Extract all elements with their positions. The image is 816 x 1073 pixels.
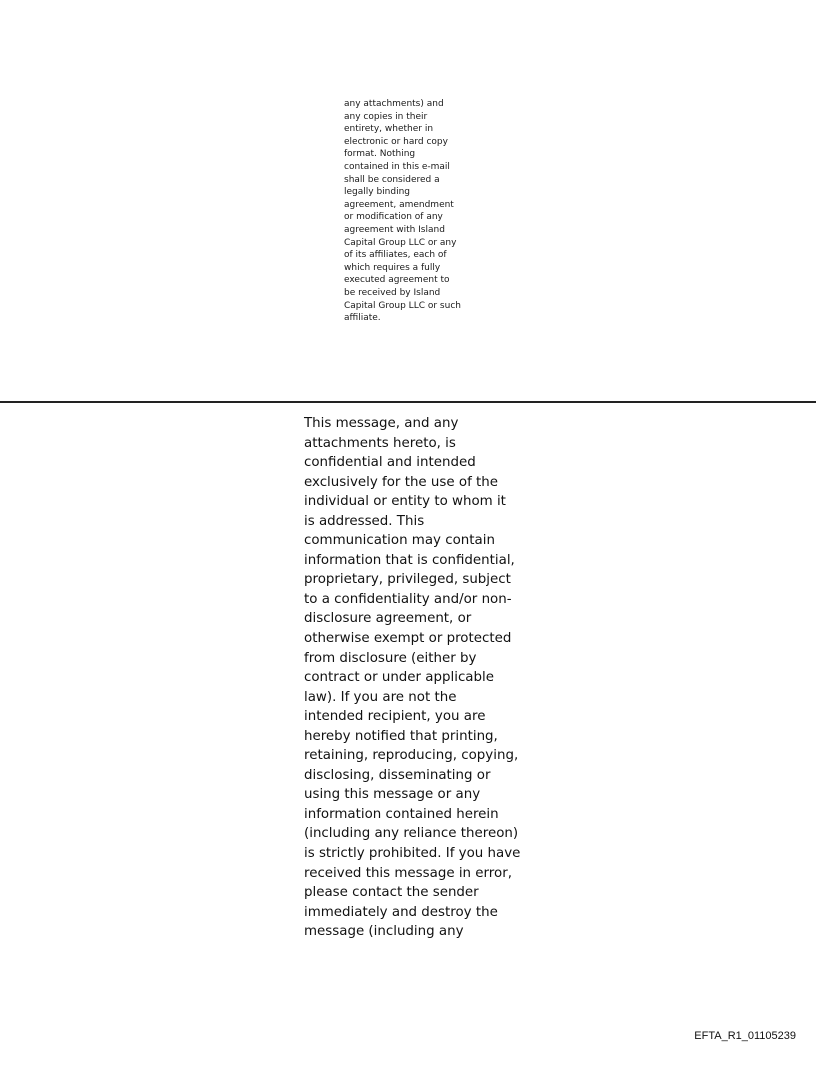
disclaimer-line: received this message in error, <box>304 865 512 881</box>
disclaimer-line: confidential and intended <box>304 455 476 471</box>
disclaimer-line: is addressed. This <box>304 513 425 529</box>
disclaimer-line: exclusively for the use of the <box>304 474 499 490</box>
disclaimer-line: electronic or hard copy <box>344 136 448 147</box>
disclaimer-line: information contained herein <box>304 806 499 822</box>
disclaimer-line: information that is confidential, <box>304 552 515 568</box>
disclaimer-line: any attachments) and <box>344 99 444 109</box>
lower-disclaimer <box>304 414 534 942</box>
disclaimer-line: attachments hereto, is <box>304 435 456 451</box>
section-divider <box>0 401 816 403</box>
disclaimer-line: which requires a fully <box>344 262 441 273</box>
disclaimer-line: contract or under applicable <box>304 670 494 686</box>
disclaimer-line: immediately and destroy the <box>304 904 498 920</box>
disclaimer-line: be received by Island <box>344 287 441 298</box>
disclaimer-line: to a confidentiality and/or non- <box>304 591 512 607</box>
disclaimer-line: disclosing, disseminating or <box>304 767 491 783</box>
disclaimer-line: entirety, whether in <box>344 124 434 135</box>
disclaimer-line: (including any reliance thereon) <box>304 826 519 842</box>
disclaimer-line: of its affiliates, each of <box>344 250 447 261</box>
disclaimer-line: individual or entity to whom it <box>304 494 506 510</box>
disclaimer-line: hereby notified that printing, <box>304 728 498 744</box>
disclaimer-line: executed agreement to <box>344 275 450 286</box>
disclaimer-line: Capital Group LLC or such <box>344 300 461 311</box>
upper-disclaimer <box>344 98 479 325</box>
disclaimer-line: or modification of any <box>344 212 443 223</box>
disclaimer-line: agreement with Island <box>344 224 445 235</box>
disclaimer-line: using this message or any <box>304 787 481 803</box>
disclaimer-line: message (including any <box>304 924 464 940</box>
disclaimer-line: shall be considered a <box>344 174 440 185</box>
disclaimer-line: affiliate. <box>344 313 381 324</box>
disclaimer-line: legally binding <box>344 187 411 198</box>
disclaimer-line: disclosure agreement, or <box>304 611 472 627</box>
disclaimer-line: proprietary, privileged, subject <box>304 572 511 588</box>
disclaimer-line: format. Nothing <box>344 149 416 160</box>
disclaimer-line: agreement, amendment <box>344 199 454 210</box>
disclaimer-line: Capital Group LLC or any <box>344 237 457 248</box>
disclaimer-line: intended recipient, you are <box>304 709 486 725</box>
disclaimer-line: retaining, reproducing, copying, <box>304 748 519 764</box>
disclaimer-line: please contact the sender <box>304 885 479 901</box>
disclaimer-line: contained in this e-mail <box>344 161 450 172</box>
document-id: EFTA_R1_01105239 <box>694 1030 796 1042</box>
disclaimer-line: otherwise exempt or protected <box>304 631 512 647</box>
disclaimer-line: communication may contain <box>304 533 495 549</box>
disclaimer-line: any copies in their <box>344 111 428 122</box>
disclaimer-line: is strictly prohibited. If you have <box>304 846 521 862</box>
disclaimer-line: from disclosure (either by <box>304 650 477 666</box>
disclaimer-line: This message, and any <box>304 416 459 431</box>
disclaimer-line: law). If you are not the <box>304 689 457 705</box>
